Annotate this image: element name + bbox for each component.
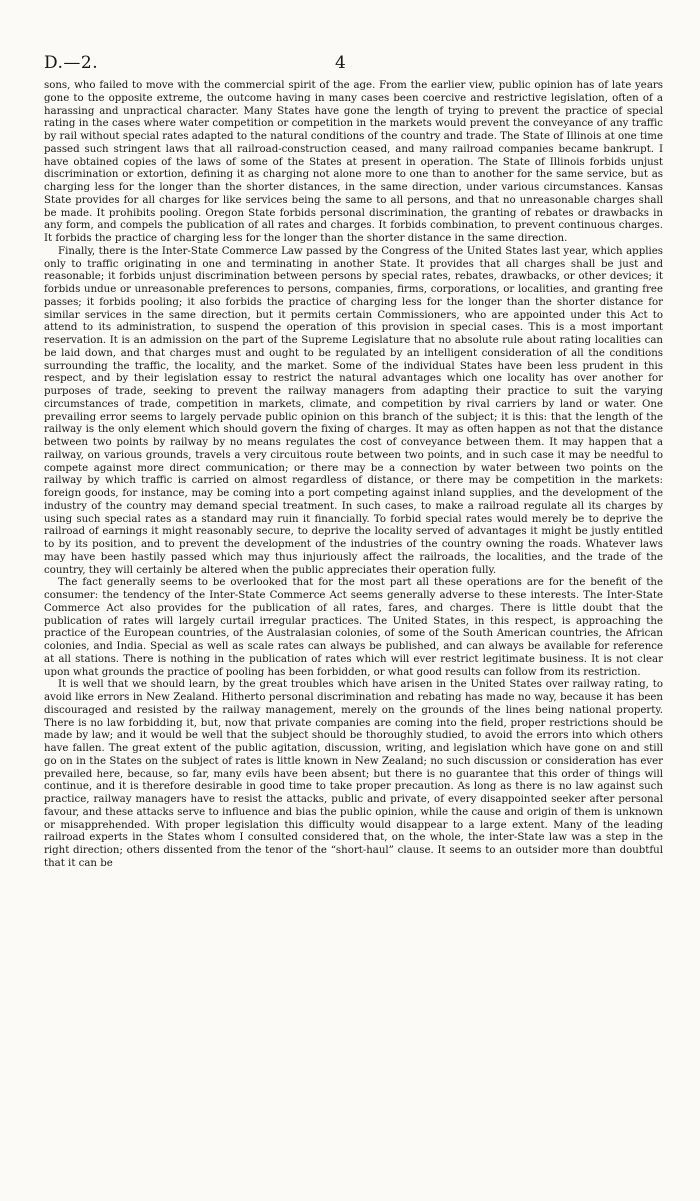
paragraph-3: The fact generally seems to be overlooked that for the most part all these operations are for the benefit of the consumer: the tendency of the Inter-State Commerce Act seems generally adverse to these interests. The Inter-State Commerce Act also provides for the publication of all rates, fares, and charges. There is little doubt that the publication of rates will largely curtail irregular practices. The United States, in this respect, is approaching the practice of the European countries, of the Australasian colonies, of some of the South American countries, the African colonies, and India. Special as well as scale rates can always be published, and can always be available for reference at all stations. There is nothing in the publication of rates which will ever restrict legitimate business. It is not clear upon what grounds the practice of pooling has been forbidden, or what good results can follow from its restriction. [44,577,663,678]
paragraph-2: Finally, there is the Inter-State Commerce Law passed by the Congress of the United States last year, which applies only to traffic originating in one and terminating in another State. It provides that all charges shall be just and reasonable; it forbids unjust discrimination between persons by special rates, rebates, drawbacks, or other devices; it forbids undue or unreasonable preferences to persons, companies, firms, corporations, or localities, and granting free passes; it forbids pooling; it also forbids the practice of charging less for the longer than the shorter distance for similar services in the same direction, but it permits certain Commissioners, who are appointed under this Act to attend to its administration, to suspend the operation of this provision in special cases. This is a most important reservation. It is an admission on the part of the Supreme Legislature that no absolute rule about rating localities can be laid down, and that charges must and ought to be regulated by an intelligent consideration of all the conditions surrounding the traffic, the locality, and the market. Some of the individual States have been less prudent in this respect, and by their legislation essay to restrict the natural advantages which one locality has over another for purposes of trade, seeking to prevent the railway managers from adapting their practice to suit the varying circumstances of trade, competition in markets, climate, and competition by rival carriers by land or water. One prevailing error seems to largely pervade public opinion on this branch of the subject; it is this: that the length of the railway is the only element which should govern the fixing of charges. It may as often happen as not that the distance between two points by railway by no means regulates the cost of conveyance between them. It may happen that a railway, on various grounds, travels a very circuitous route between two points, and in such case it may be needful to compete against more direct communication; or there may be a connection by water between two points on the railway by which traffic is carried on almost regardless of distance, or there may be competition in the markets: foreign goods, for instance, may be coming into a port competing against inland supplies, and the development of the industry of the country may demand special treatment. In such cases, to make a railroad regulate all its charges by using such special rates as a standard may ruin it financially. To forbid special rates would merely be to deprive the railroad of earnings it might reasonably secure, to deprive the locality served of advantages it might be justly entitled to by its position, and to prevent the development of the industries of the country owning the roads. Whatever laws may have been hastily passed which may thus injuriously affect the railroads, the localities, and the trade of the country, they will certainly be altered when the public appreciates their operation fully. [44,245,663,576]
document-reference: D.—2. [44,53,99,73]
paragraph-4: It is well that we should learn, by the great troubles which have arisen in the United States over railway rating, to avoid like errors in New Zealand. Hitherto personal discrimination and rebating has made no way, because it has been discouraged and resisted by the railway management, merely on the grounds of the lines being national property. There is no law forbidding it, but, now that private companies are coming into the field, proper restrictions should be made by law; and it would be well that the subject should be thoroughly studied, to avoid the errors into which others have fallen. The great extent of the public agitation, discussion, writing, and legislation which have gone on and still go on in the States on the subject of rates is little known in New Zealand; no such discussion or consideration has ever prevailed here, because, so far, many evils have been absent; but there is no guarantee that this order of things will continue, and it is therefore desirable in good time to take proper precaution. As long as there is no law against such practice, railway managers have to resist the attacks, public and private, of every disappointed seeker after personal favour, and these attacks serve to influence and bias the public opinion, while the cause and origin of them is unknown or misapprehended. With proper legislation this difficulty would disappear to a large extent. Many of the leading railroad experts in the States whom I consulted considered that, on the whole, the inter-State law was a step in the right direction; others dissented from the tenor of the “short-haul” clause. It seems to an outsider more than doubtful that it can be [44,679,663,869]
page-header [44,0,663,80]
body-text [44,80,663,871]
page-number: 4 [335,53,346,73]
paragraph-1: sons, who failed to move with the commercial spirit of the age. From the earlier view, public opinion has of late years gone to the opposite extreme, the outcome having in many cases been coercive and restrictive legislation, often of a harassing and unpractical character. Many States have gone the length of trying to prevent the practice of special rating in the cases where water competition or competition in the markets would prevent the conveyance of any traffic by rail without special rates adapted to the natural conditions of the country and trade. The State of Illinois at one time passed such stringent laws that all railroad-construction ceased, and many railroad companies became bankrupt. I have obtained copies of the laws of some of the States at present in operation. The State of Illinois forbids unjust discrimination or extortion, defining it as charging not alone more to one than to another for the same service, but as charging less for the longer than the shorter distances, in the same direction, under various circumstances. Kansas State provides for all charges for like services being the same to all persons, and that no unreasonable charges shall be made. It prohibits pooling. Oregon State forbids personal discrimination, the granting of rebates or drawbacks in any form, and compels the publication of all rates and charges. It forbids combination, to prevent continuous charges. It forbids the practice of charging less for the longer than the shorter distance in the same direction. [44,80,663,244]
